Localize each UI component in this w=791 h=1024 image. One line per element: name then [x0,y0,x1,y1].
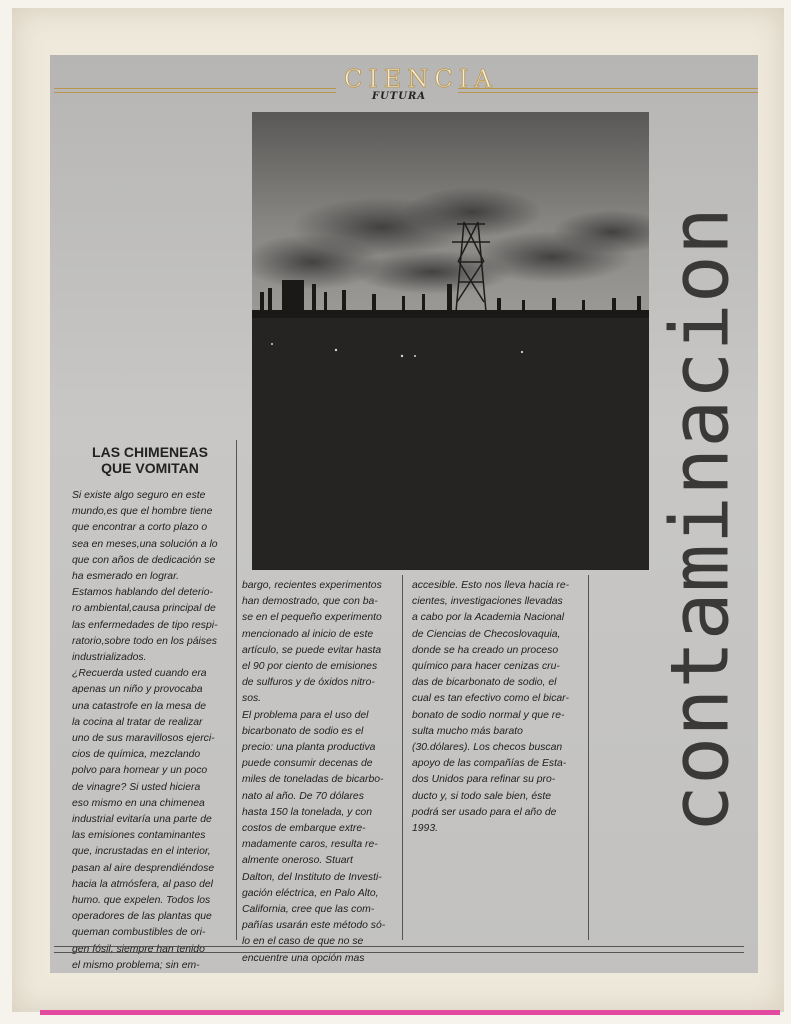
paragraph: Estamos hablando del deterio- ro ambiental,causa principal de las enfermedades de tipo respi- ratorio,sobre todo en los páises industrializados. [72,587,218,664]
column-divider-2 [402,575,403,940]
header-rule-left [54,88,336,93]
header-rule-right [458,88,758,93]
article-column-3 [412,578,580,837]
headline-line-2: QUE VOMITAN [101,460,199,476]
paragraph: bargo, recientes experimentos han demostrado, que con ba- se en el pequeño experimento mencionado al inicio de este artículo, se puede evitar hasta el 90 por ciento de emisiones de sulfuros y de óxidos nitro- sos. [242,580,382,705]
paragraph: Si existe algo seguro en este mundo,es que el hombre tiene que encontrar a corto plazo o sea en meses,una solución a lo que con años de dedicación se ha esmerado en lograr. [72,490,218,583]
article-headline [70,444,230,476]
paragraph: El problema para el uso del bicarbonato de sodio es el precio: una planta productiva puede consumir decenas de miles de toneladas de bicarbo- nato al año. De 70 dólares hasta 150 la tonelada, y con costos de embarque extre- madamente caros, resulta re- almente oneroso. Stuart Dalton, del Instituto de Investi- gación eléctrica, en Palo Alto, California, cree que las com- pañías usarán este método só- lo en el caso de que no se encuentre una opción mas [242,709,386,964]
paragraph: accesible. Esto nos lleva hacia re- cientes, investigaciones llevadas a cabo por la Academia Nacional de Ciencias de Checoslovaquia, donde se ha creado un proceso químico para hacer cenizas cru- das de bicarbonato de sodio, el cual es tan efectivo como el bicar- bonato de sodio normal y que re- sulta mucho más barato (30.dólares). Los checos buscan apoyo de las compañías de Esta- dos Unidos para refinar su pro- ducto y, si todo sale bien, éste podrá ser usado para el año de 1993. [412,580,570,835]
paragraph: ¿Recuerda usted cuando era apenas un niño y provocaba una catastrofe en la mesa de la cocina al tratar de realizar uno de sus maravillosos ejerci- cios de química, mezclando polvo para hornear y un poco de vinagre? Si usted hiciera eso mismo en una chimenea industrial evitaría una parte de las emisiones contaminantes que, incrustadas en el interior, pasan al aire desprendiéndose hacia la atmósfera, al paso del humo. que expelen. Todos los operadores de las plantas que queman combustibles de ori- gen fósil, siempre han tenido el mismo problema; sin em- [72,668,215,971]
article-column-1 [72,488,230,974]
smokestack-silhouette-image [252,112,649,570]
factory-smoke-photo [252,112,649,570]
logo-futura: FUTURA [371,91,427,102]
footer-rule-bottom [54,952,744,953]
footer-rule-top [54,946,744,947]
title-contaminacion: contaminacion [653,206,747,834]
column-divider-1 [236,440,237,940]
logo-ciencia: CIENCIA [344,65,498,93]
article-column-2 [242,578,398,967]
next-page-edge [40,1010,780,1015]
section-logo [344,64,498,104]
headline-line-1: LAS CHIMENEAS [92,444,208,460]
column-divider-3 [588,575,589,940]
